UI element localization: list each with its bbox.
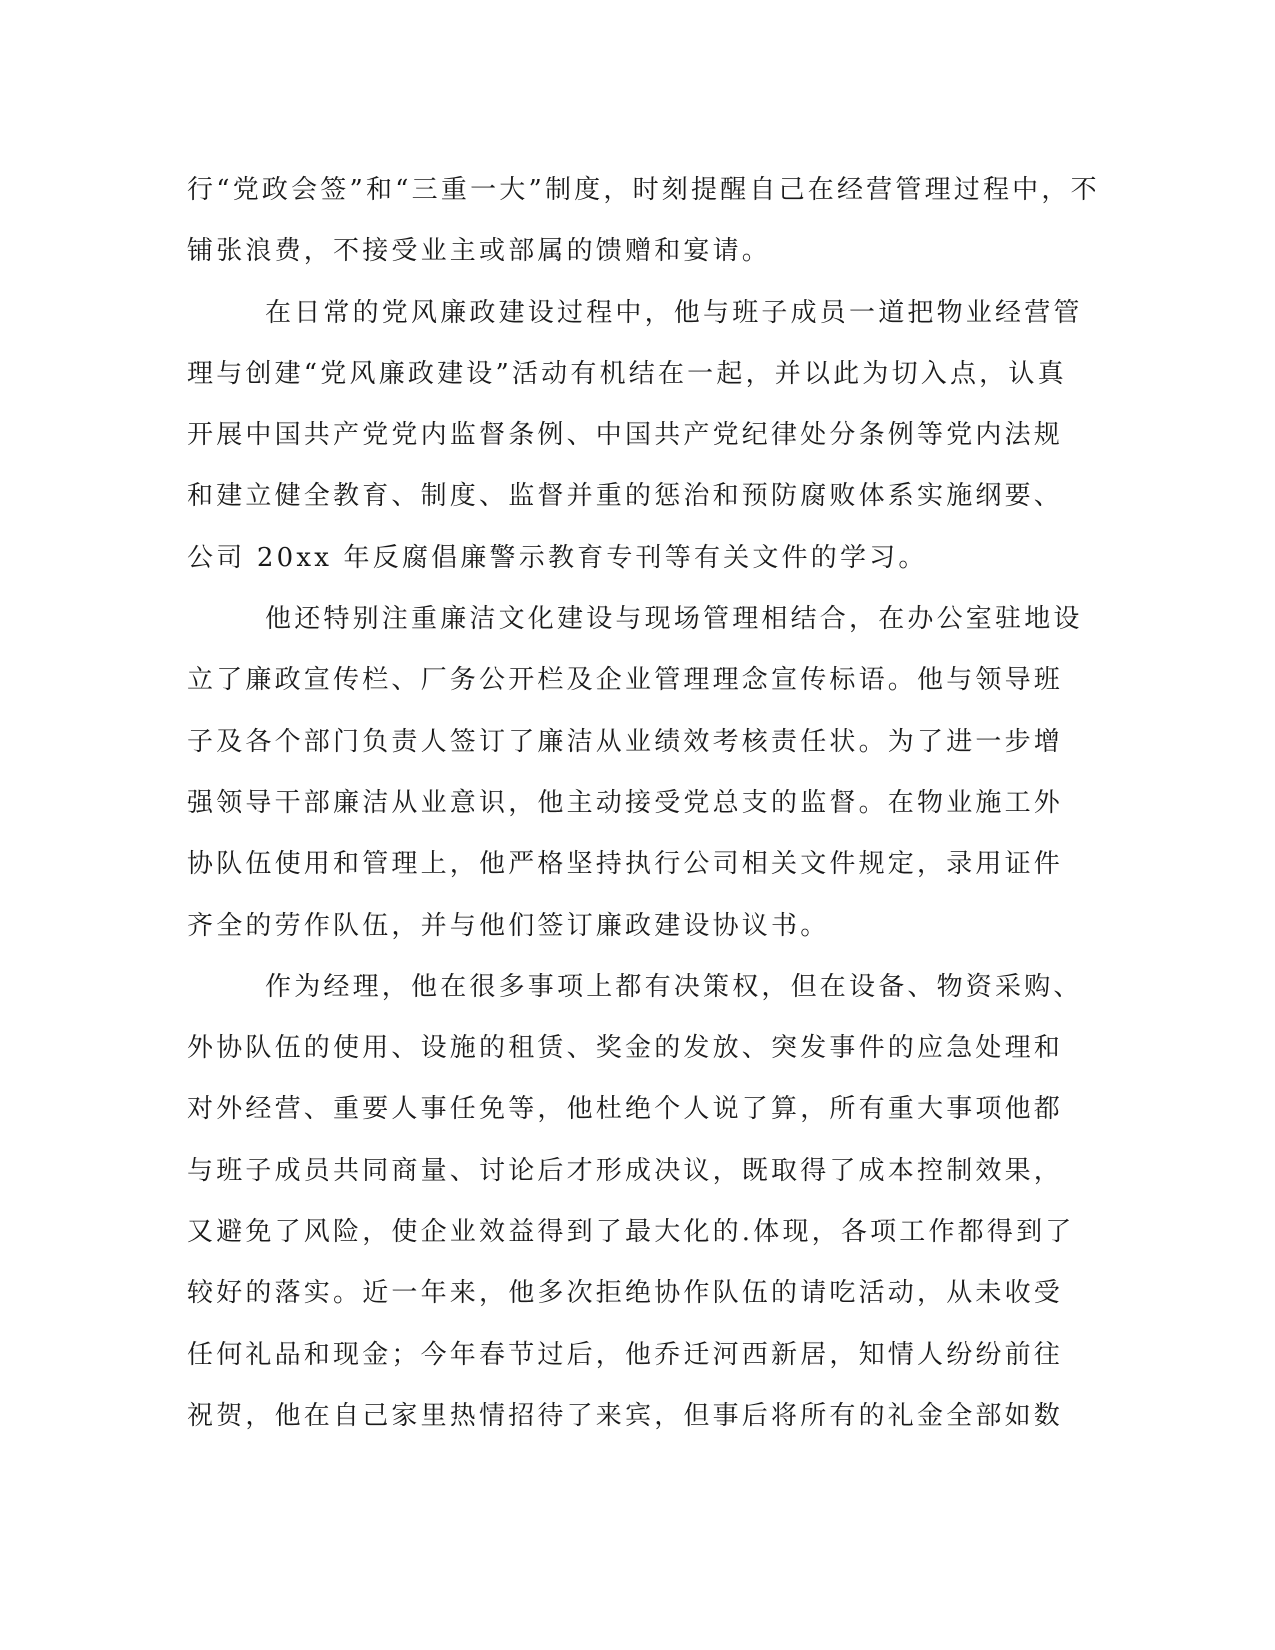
text-line: 任何礼品和现金；今年春节过后，他乔迁河西新居，知情人纷纷前往 bbox=[187, 1339, 1064, 1370]
text-line: 公司 20xx 年反腐倡廉警示教育专刊等有关文件的学习。 bbox=[187, 542, 928, 573]
text-line: 立了廉政宣传栏、厂务公开栏及企业管理理念宣传标语。他与领导班 bbox=[187, 665, 1064, 696]
text-line: 铺张浪费，不接受业主或部属的馈赠和宴请。 bbox=[187, 236, 772, 267]
text-line: 行“党政会签”和“三重一大”制度，时刻提醒自己在经营管理过程中，不 bbox=[187, 175, 1100, 205]
text-line: 祝贺，他在自己家里热情招待了来宾，但事后将所有的礼金全部如数 bbox=[187, 1400, 1064, 1431]
text-line: 理与创建“党风廉政建设”活动有机结在一起，并以此为切入点，认真 bbox=[187, 358, 1067, 389]
text-line: 又避免了风险，使企业效益得到了最大化的.体现，各项工作都得到了 bbox=[187, 1217, 1075, 1248]
paragraph-start-line: 作为经理，他在很多事项上都有决策权，但在设备、物资采购、 bbox=[265, 971, 1083, 1002]
text-line: 协队伍使用和管理上，他严格坚持执行公司相关文件规定，录用证件 bbox=[187, 849, 1064, 880]
text-line: 对外经营、重要人事任免等，他杜绝个人说了算，所有重大事项他都 bbox=[187, 1094, 1064, 1125]
text-line: 开展中国共产党党内监督条例、中国共产党纪律处分条例等党内法规 bbox=[187, 420, 1064, 451]
text-line: 子及各个部门负责人签订了廉洁从业绩效考核责任状。为了进一步增 bbox=[187, 726, 1064, 757]
document-body bbox=[187, 160, 1100, 1447]
text-line: 较好的落实。近一年来，他多次拒绝协作队伍的请吃活动，从未收受 bbox=[187, 1278, 1064, 1309]
paragraph-start-line: 在日常的党风廉政建设过程中，他与班子成员一道把物业经营管 bbox=[265, 297, 1083, 328]
text-line: 外协队伍的使用、设施的租赁、奖金的发放、突发事件的应急处理和 bbox=[187, 1033, 1064, 1064]
text-line: 齐全的劳作队伍，并与他们签订廉政建设协议书。 bbox=[187, 910, 830, 941]
text-line: 和建立健全教育、制度、监督并重的惩治和预防腐败体系实施纲要、 bbox=[187, 481, 1064, 512]
text-line: 强领导干部廉洁从业意识，他主动接受党总支的监督。在物业施工外 bbox=[187, 787, 1064, 818]
paragraph-start-line: 他还特别注重廉洁文化建设与现场管理相结合，在办公室驻地设 bbox=[265, 604, 1083, 635]
text-line: 与班子成员共同商量、讨论后才形成决议，既取得了成本控制效果， bbox=[187, 1155, 1064, 1186]
